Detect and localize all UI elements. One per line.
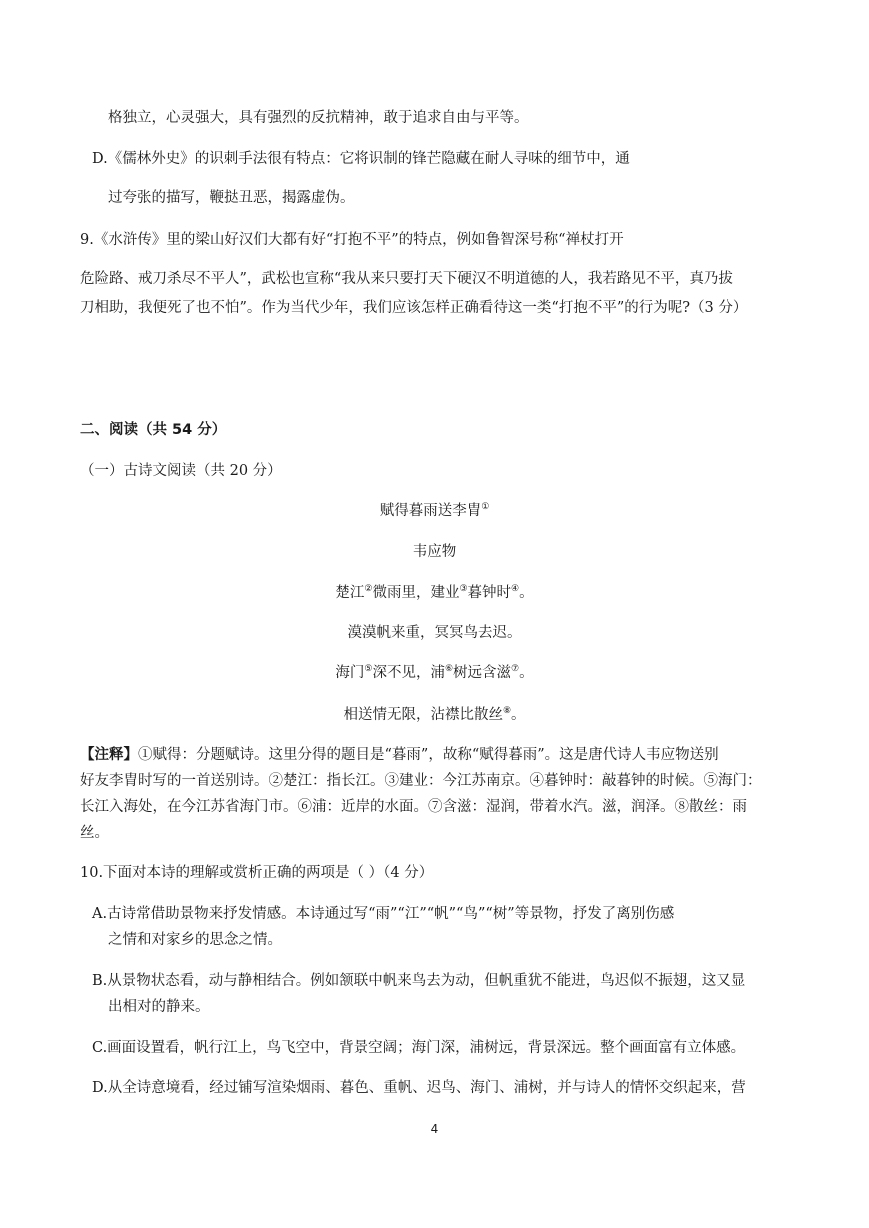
poem-text: 。 (519, 665, 534, 681)
poem-text: 深不见，浦 (372, 665, 445, 681)
notes-text: ①赋得：分题赋诗。这里分得的题目是“暮雨”，故称“赋得暮雨”。这是唐代诗人韦应物送别 (138, 747, 719, 763)
option-b-line2: 出相对的静来。 (108, 999, 210, 1015)
poem-text: 楚江 (335, 585, 365, 601)
note-mark: ② (364, 584, 373, 595)
notes-label: 【注释】 (80, 747, 138, 763)
option-b-line1: B.从景物状态看，动与静相结合。例如颔联中帆来鸟去为动，但帆重犹不能进，鸟迟似不振翅，这又显 (92, 973, 746, 989)
question-9-line3: 刀相助，我便死了也不怕”。作为当代少年，我们应该怎样正确看待这一类“打抱不平”的行为呢?（3 分） (80, 300, 748, 316)
option-d-line1-q10: D.从全诗意境看，经过铺写渲染烟雨、暮色、重帆、迟鸟、海门、浦树，并与诗人的情怀交织起来，营 (92, 1080, 746, 1096)
poem-text: 微雨里，建业 (372, 585, 460, 601)
option-c-continuation: 格独立，心灵强大，具有强烈的反抗精神，敢于追求自由与平等。 (108, 110, 529, 126)
poem-line-3 (0, 662, 869, 684)
poem-title (0, 500, 869, 522)
option-d-line2: 过夸张的描写，鞭挞丑恶，揭露虚伪。 (108, 190, 355, 206)
option-d-line1: D.《儒林外史》的识刺手法很有特点：它将识制的锋芒隐藏在耐人寻味的细节中，通 (92, 151, 630, 167)
notes-line2: 好友李胄时写的一首送别诗。②楚江：指长江。③建业：今江苏南京。④暮钟时：敲暮钟的时候。⑤海门： (80, 773, 762, 789)
section-2-title: 二、阅读（共 54 分） (80, 422, 227, 438)
poem-text: 。 (511, 707, 526, 723)
option-a-line2: 之情和对家乡的思念之情。 (108, 932, 282, 948)
page-number: 4 (430, 1122, 439, 1136)
poem-line-1 (0, 582, 869, 604)
note-mark: ⑥ (444, 664, 454, 675)
poem-text: 海门 (335, 665, 365, 681)
poem-line-4 (0, 704, 869, 726)
subsection-1-title: （一）古诗文阅读（共 20 分） (80, 463, 282, 479)
poem-title-note: ① (481, 502, 490, 513)
note-mark: ⑦ (511, 664, 520, 675)
note-mark: ⑤ (364, 664, 373, 675)
poem-text: 相送情无限，沾襟比散丝 (343, 707, 503, 723)
poem-text: 暮钟时 (467, 585, 512, 601)
note-mark: ⑧ (502, 706, 512, 717)
poem-line-2: 漠漠帆来重，冥冥鸟去迟。 (347, 625, 522, 641)
question-9-line1: 9.《水浒传》里的梁山好汉们大都有好“打抱不平”的特点，例如鲁智深号称“禅杖打开 (80, 232, 624, 248)
poem-author: 韦应物 (412, 544, 457, 560)
question-10-stem: 10.下面对本诗的理解或赏析正确的两项是（ ）（4 分） (80, 865, 434, 881)
notes-line3: 长江入海处，在今江苏省海门市。⑥浦：近岸的水面。⑦含滋：湿润，带着水汽。滋，润泽。⑧散丝：雨 (80, 799, 747, 815)
note-mark: ③ (459, 584, 468, 595)
option-c-line1: C.画面设置看，帆行江上，鸟飞空中，背景空阔；海门深，浦树远，背景深远。整个画面富有立体感。 (92, 1040, 746, 1056)
poem-title-text: 赋得暮雨送李胄 (379, 503, 482, 519)
option-a-line1: A.古诗常借助景物来抒发情感。本诗通过写“雨”“江”“帆”“鸟”“树”等景物，抒发了离别伤感 (92, 906, 675, 922)
notes-line4: 丝。 (80, 825, 109, 841)
question-9-line2: 危险路、戒刀杀尽不平人”，武松也宣称“我从来只要打天下硬汉不明道德的人，我若路见不平，真乃拔 (80, 271, 733, 287)
poem-text: 。 (519, 585, 534, 601)
poem-text: 树远含滋 (453, 665, 512, 681)
notes-line1 (80, 744, 719, 766)
note-mark: ④ (511, 584, 520, 595)
